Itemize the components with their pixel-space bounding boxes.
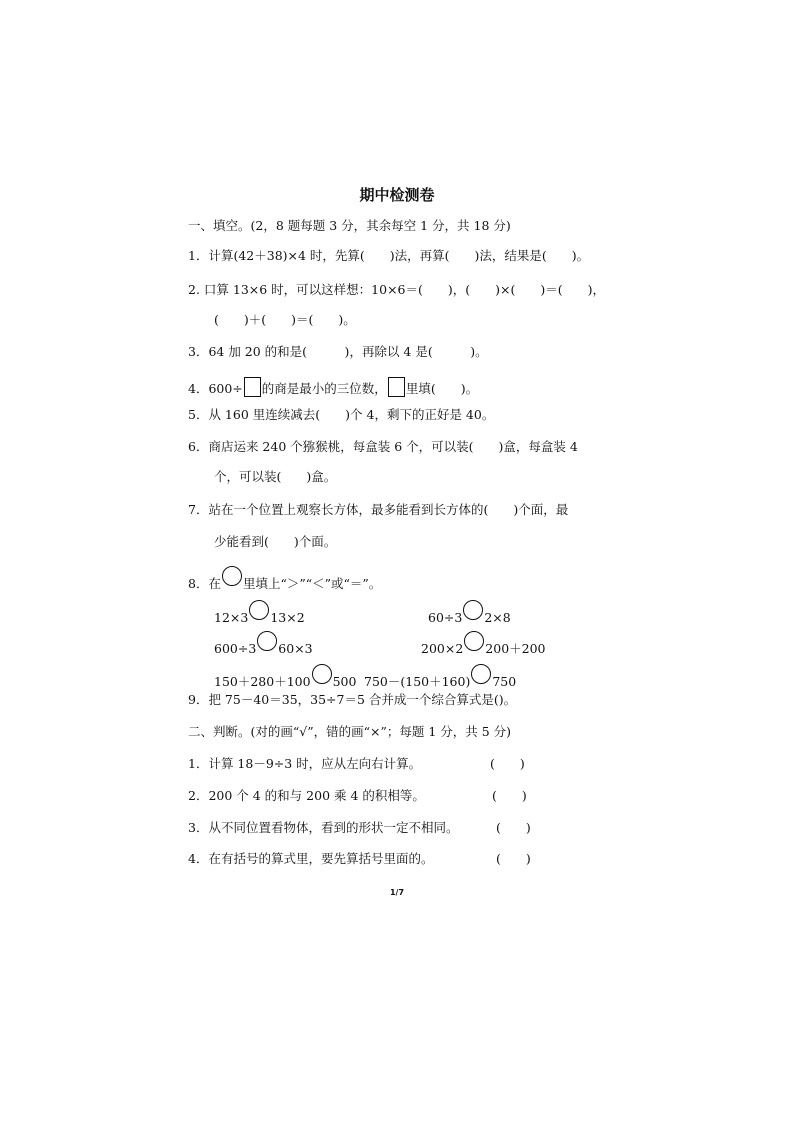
compare-right: 750 bbox=[492, 674, 517, 689]
question-7-line1: 7．站在一个位置上观察长方体，最多能看到长方体的( )个面，最 bbox=[188, 502, 569, 517]
answer-box-icon bbox=[244, 377, 261, 397]
section2-heading: 二、判断。(对的画“√”，错的画“×”；每题 1 分，共 5 分) bbox=[188, 724, 512, 739]
circle-blank-icon bbox=[249, 600, 269, 620]
question-4 bbox=[188, 377, 478, 398]
question-6-line1: 6．商店运来 240 个猕猴桃，每盒装 6 个，可以装( )盒，每盒装 4 bbox=[188, 439, 578, 454]
question-7-line2: 少能看到( )个面。 bbox=[214, 534, 337, 549]
compare-right: 2×8 bbox=[484, 610, 511, 625]
compare-right: 500 bbox=[332, 674, 357, 689]
compare-item bbox=[364, 664, 516, 691]
circle-blank-icon bbox=[257, 631, 277, 651]
compare-right: 13×2 bbox=[270, 610, 305, 625]
question-5: 5．从 160 里连续减去( )个 4，剩下的正好是 40。 bbox=[188, 407, 495, 422]
question-9: 9．把 75－40＝35，35÷7＝5 合并成一个综合算式是()。 bbox=[188, 692, 517, 707]
question-4-part-c: 里填( )。 bbox=[405, 381, 479, 396]
question-2-line2: ( )＋( )＝( )。 bbox=[214, 312, 356, 327]
compare-right: 60×3 bbox=[278, 641, 313, 656]
judge-bracket: ( ) bbox=[490, 756, 525, 771]
compare-left: 150＋280＋100 bbox=[214, 674, 311, 689]
question-8-part-a: 8．在 bbox=[188, 576, 221, 591]
question-8 bbox=[188, 566, 381, 593]
page-number: 1/7 bbox=[389, 888, 405, 897]
judge-item bbox=[188, 819, 458, 837]
circle-blank-icon bbox=[463, 600, 483, 620]
question-3: 3．64 加 20 的和是( )，再除以 4 是( )。 bbox=[188, 344, 488, 359]
judge-text: 2．200 个 4 的和与 200 乘 4 的积相等。 bbox=[188, 788, 425, 803]
circle-blank-icon bbox=[222, 566, 242, 586]
question-6-line2: 个，可以装( )盒。 bbox=[214, 469, 337, 484]
circle-blank-icon bbox=[471, 664, 491, 684]
question-8-part-b: 里填上“＞”“＜”或“＝”。 bbox=[242, 576, 382, 591]
judge-bracket: ( ) bbox=[496, 820, 531, 835]
compare-right: 200＋200 bbox=[485, 641, 546, 656]
judge-text: 4．在有括号的算式里，要先算括号里面的。 bbox=[188, 851, 434, 866]
judge-item bbox=[188, 787, 425, 805]
answer-box-icon bbox=[388, 377, 405, 397]
page-title: 期中检测卷 bbox=[359, 186, 435, 204]
compare-item bbox=[214, 600, 305, 627]
circle-blank-icon bbox=[312, 664, 332, 684]
compare-left: 750－(150＋160) bbox=[364, 674, 471, 689]
compare-left: 600÷3 bbox=[214, 641, 257, 656]
compare-left: 60÷3 bbox=[428, 610, 463, 625]
compare-item bbox=[428, 600, 511, 627]
compare-left: 12×3 bbox=[214, 610, 249, 625]
question-4-part-a: 4．600÷ bbox=[188, 381, 243, 396]
compare-item bbox=[214, 664, 356, 691]
judge-bracket: ( ) bbox=[496, 851, 531, 866]
section1-heading: 一、填空。(2，8 题每题 3 分，其余每空 1 分，共 18 分) bbox=[188, 218, 511, 233]
judge-bracket: ( ) bbox=[492, 788, 527, 803]
question-1: 1．计算(42＋38)×4 时，先算( )法，再算( )法，结果是( )。 bbox=[188, 248, 590, 263]
compare-item bbox=[421, 631, 546, 658]
judge-text: 1．计算 18－9÷3 时，应从左向右计算。 bbox=[188, 756, 422, 771]
question-4-part-b: 的商是最小的三位数， bbox=[261, 381, 387, 396]
judge-text: 3．从不同位置看物体，看到的形状一定不相同。 bbox=[188, 820, 459, 835]
question-2-line1: 2. 口算 13×6 时，可以这样想：10×6＝( )，( )×( )＝( )， bbox=[188, 282, 605, 297]
judge-item bbox=[188, 850, 433, 868]
circle-blank-icon bbox=[464, 631, 484, 651]
compare-item bbox=[214, 631, 313, 658]
compare-left: 200×2 bbox=[421, 641, 464, 656]
judge-item bbox=[188, 755, 421, 773]
